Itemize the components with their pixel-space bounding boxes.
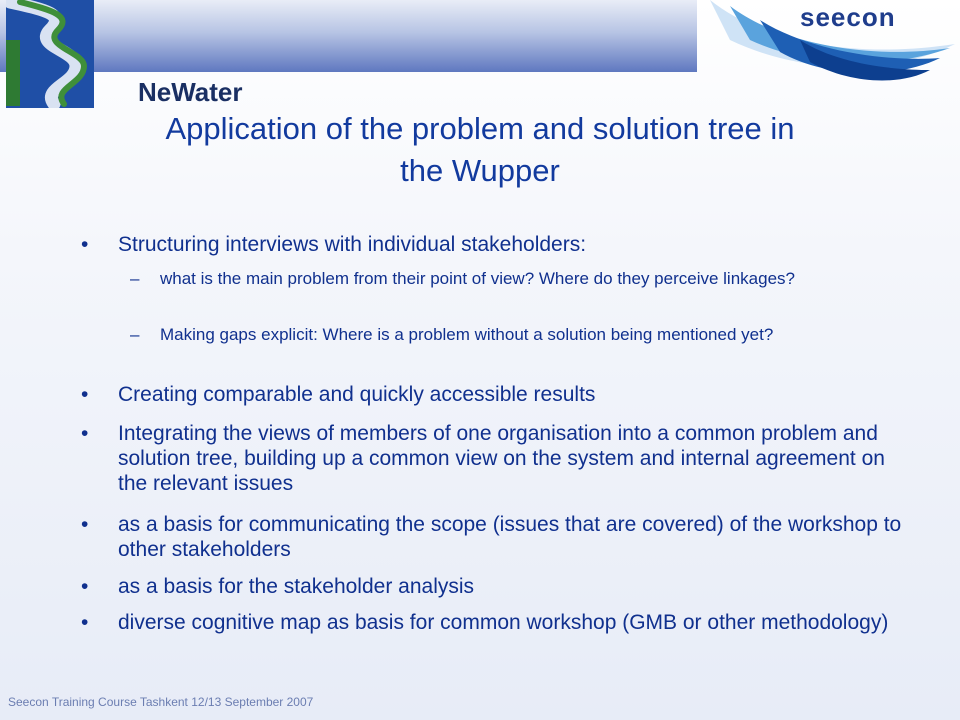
sub-bullet-text: what is the main problem from their point of view? Where do they perceive linkages? — [160, 269, 795, 288]
bullet-item — [81, 574, 908, 599]
sub-bullet-item — [130, 324, 880, 345]
footer-text: Seecon Training Course Tashkent 12/13 September 2007 — [8, 695, 314, 709]
bullet-item — [81, 232, 908, 257]
bullet-text: Integrating the views of members of one organisation into a common problem and solution tree, building up a common view on the system and internal agreement on the relevant issues — [118, 422, 885, 495]
slide-title-line-2: the Wupper — [400, 153, 560, 188]
bullet-glyph: • — [81, 383, 89, 406]
bullet-item — [81, 512, 908, 562]
seecon-logo-text: seecon — [800, 2, 896, 32]
bullet-text: as a basis for communicating the scope (issues that are covered) of the workshop to other stakeholders — [118, 513, 902, 561]
slide-title-line-1: Application of the problem and solution tree in — [165, 111, 795, 146]
bullet-text: Structuring interviews with individual stakeholders: — [118, 233, 587, 256]
bullet-item — [81, 382, 908, 407]
sub-bullet-glyph: – — [130, 325, 140, 344]
newater-logo-text: NeWater — [138, 77, 243, 107]
sub-bullet-text: Making gaps explicit: Where is a problem without a solution being mentioned yet? — [160, 325, 774, 344]
bullet-glyph: • — [81, 575, 89, 598]
newater-logo — [6, 0, 268, 108]
slide-title — [40, 108, 920, 192]
bullet-glyph: • — [81, 422, 89, 445]
seecon-logo — [700, 0, 960, 96]
sub-bullet-item — [130, 268, 880, 289]
bullet-glyph: • — [81, 233, 89, 256]
sub-bullet-glyph: – — [130, 269, 140, 288]
bullet-glyph: • — [81, 513, 89, 536]
bullet-text: Creating comparable and quickly accessible results — [118, 383, 596, 406]
bullet-text: as a basis for the stakeholder analysis — [118, 575, 475, 598]
bullet-item — [81, 421, 908, 496]
bullet-text: diverse cognitive map as basis for common workshop (GMB or other methodology) — [118, 611, 889, 634]
bullet-item — [81, 610, 908, 635]
bullet-glyph: • — [81, 611, 89, 634]
